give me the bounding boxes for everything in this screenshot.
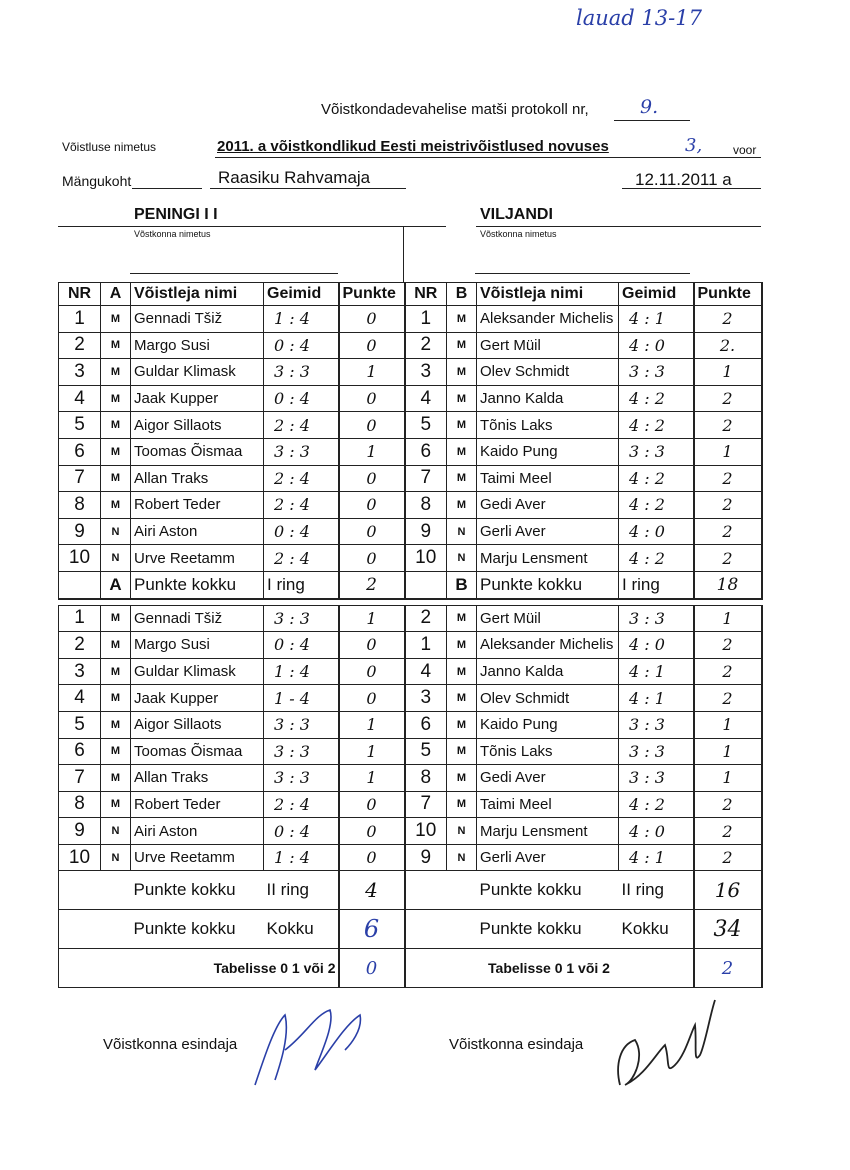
player-b-games: 4 : 0 [619, 632, 694, 659]
player-b-games: 4 : 0 [619, 332, 694, 359]
player-a-gender: M [101, 465, 131, 492]
ring-1-b-label: Punkte kokku [477, 571, 619, 598]
player-b-points: 2 [694, 844, 762, 871]
ring-1-a-ring: I ring [264, 571, 339, 598]
signature-a [245, 995, 375, 1095]
player-a-games: 3 : 3 [264, 359, 339, 386]
player-b-gender: N [447, 844, 477, 871]
player-b-games: 3 : 3 [619, 738, 694, 765]
player-a-points: 0 [339, 545, 405, 572]
player-a-name: Jaak Kupper [131, 385, 264, 412]
player-b-games: 4 : 0 [619, 818, 694, 845]
player-b-gender: M [447, 738, 477, 765]
player-a-games: 3 : 3 [264, 765, 339, 792]
player-a-gender: M [101, 791, 131, 818]
player-b-number: 4 [405, 658, 447, 685]
player-b-points: 1 [694, 605, 762, 632]
player-a-number: 2 [59, 632, 101, 659]
player-b-gender: M [447, 438, 477, 465]
player-a-number: 10 [59, 844, 101, 871]
player-a-games: 0 : 4 [264, 518, 339, 545]
player-b-games: 4 : 1 [619, 658, 694, 685]
player-a-gender: M [101, 438, 131, 465]
player-b-gender: M [447, 306, 477, 333]
player-b-gender: N [447, 545, 477, 572]
player-a-name: Margo Susi [131, 332, 264, 359]
player-a-gender: M [101, 605, 131, 632]
player-b-number: 6 [405, 711, 447, 738]
player-b-number: 5 [405, 738, 447, 765]
player-a-games: 1 : 4 [264, 306, 339, 333]
player-b-points: 2 [694, 465, 762, 492]
venue-name: Raasiku Rahvamaja [218, 168, 371, 187]
player-a-gender: M [101, 658, 131, 685]
player-b-name: Gedi Aver [477, 492, 619, 519]
ring-2-row [59, 844, 762, 871]
ring-2-a-label: Punkte kokku [131, 871, 264, 910]
player-b-name: Tõnis Laks [477, 738, 619, 765]
player-b-games: 4 : 2 [619, 412, 694, 439]
player-b-games: 4 : 2 [619, 791, 694, 818]
player-a-number: 3 [59, 658, 101, 685]
ring-1-b-points: 18 [694, 571, 762, 598]
round-suffix: voor [733, 143, 757, 157]
player-b-games: 3 : 3 [619, 359, 694, 386]
player-b-number: 3 [405, 685, 447, 712]
player-a-points: 0 [339, 306, 405, 333]
table-points-a: 0 [339, 949, 405, 988]
player-a-number: 7 [59, 765, 101, 792]
player-a-points: 1 [339, 711, 405, 738]
col-a: A [101, 283, 131, 306]
player-b-name: Gerli Aver [477, 518, 619, 545]
player-a-games: 2 : 4 [264, 545, 339, 572]
player-b-name: Gert Müil [477, 605, 619, 632]
player-a-points: 0 [339, 518, 405, 545]
col-b: B [447, 283, 477, 306]
ring-2-a-ring: II ring [264, 871, 339, 910]
player-b-gender: M [447, 711, 477, 738]
ring-2-rows [59, 605, 762, 871]
player-a-games: 1 - 4 [264, 685, 339, 712]
player-b-gender: M [447, 658, 477, 685]
player-a-points: 0 [339, 465, 405, 492]
table-header [59, 283, 762, 306]
player-a-number: 8 [59, 492, 101, 519]
competition-label: Võistluse nimetus [62, 140, 157, 154]
player-b-gender: M [447, 791, 477, 818]
player-b-points: 1 [694, 765, 762, 792]
player-a-points: 0 [339, 412, 405, 439]
player-b-points: 2 [694, 545, 762, 572]
player-a-points: 0 [339, 818, 405, 845]
player-a-points: 0 [339, 632, 405, 659]
player-b-number: 7 [405, 465, 447, 492]
player-a-points: 0 [339, 844, 405, 871]
player-b-name: Taimi Meel [477, 791, 619, 818]
player-b-games: 4 : 2 [619, 545, 694, 572]
team-b-sublabel: Võstkonna nimetus [480, 229, 557, 239]
player-b-points: 1 [694, 359, 762, 386]
player-a-gender: N [101, 518, 131, 545]
player-b-name: Aleksander Michelis [477, 632, 619, 659]
player-a-name: Airi Aston [131, 518, 264, 545]
ring-1-row [59, 412, 762, 439]
player-a-points: 0 [339, 332, 405, 359]
player-a-name: Margo Susi [131, 632, 264, 659]
player-b-games: 3 : 3 [619, 765, 694, 792]
player-b-points: 1 [694, 738, 762, 765]
player-a-gender: M [101, 738, 131, 765]
player-b-points: 2 [694, 518, 762, 545]
player-b-points: 2 [694, 632, 762, 659]
player-a-name: Guldar Klimask [131, 359, 264, 386]
player-a-number: 3 [59, 359, 101, 386]
player-b-name: Olev Schmidt [477, 685, 619, 712]
player-b-name: Aleksander Michelis [477, 306, 619, 333]
player-a-name: Gennadi Tšiž [131, 605, 264, 632]
ring-1-row [59, 332, 762, 359]
ring-2-b-ring: II ring [619, 871, 694, 910]
player-b-number: 6 [405, 438, 447, 465]
team-b-name: VILJANDI [480, 206, 553, 223]
grand-a-word: Kokku [264, 910, 339, 949]
player-a-name: Guldar Klimask [131, 658, 264, 685]
grand-a-points: 6 [339, 910, 405, 949]
player-a-games: 3 : 3 [264, 738, 339, 765]
player-b-games: 4 : 1 [619, 685, 694, 712]
player-a-number: 6 [59, 738, 101, 765]
player-a-points: 0 [339, 385, 405, 412]
player-a-number: 1 [59, 605, 101, 632]
score-table [58, 282, 763, 988]
ring-2-b-points: 16 [694, 871, 762, 910]
player-b-number: 9 [405, 518, 447, 545]
match-date: 12.11.2011 a [635, 170, 732, 189]
player-a-games: 0 : 4 [264, 632, 339, 659]
player-b-gender: M [447, 332, 477, 359]
player-a-name: Urve Reetamm [131, 545, 264, 572]
ring-2-row [59, 711, 762, 738]
corner-note: lauad 13-17 [576, 6, 702, 30]
player-b-name: Marju Lensment [477, 818, 619, 845]
representative-a-label: Võistkonna esindaja [103, 1036, 238, 1053]
ring-1-row [59, 465, 762, 492]
player-b-gender: M [447, 605, 477, 632]
protocol-number: 9. [640, 96, 659, 118]
team-a-sublabel: Võstkonna nimetus [134, 229, 211, 239]
player-b-games: 3 : 3 [619, 605, 694, 632]
player-a-games: 2 : 4 [264, 412, 339, 439]
player-b-gender: M [447, 632, 477, 659]
representative-b-label: Võistkonna esindaja [449, 1036, 584, 1053]
player-a-name: Allan Traks [131, 765, 264, 792]
grand-b-label: Punkte kokku [477, 910, 619, 949]
player-a-number: 9 [59, 518, 101, 545]
ring-1-b-letter: B [447, 571, 477, 598]
col-player-a: Võistleja nimi [131, 283, 264, 306]
player-a-name: Toomas Õismaa [131, 438, 264, 465]
player-a-number: 10 [59, 545, 101, 572]
player-b-points: 1 [694, 438, 762, 465]
player-a-games: 0 : 4 [264, 818, 339, 845]
player-a-gender: N [101, 844, 131, 871]
ring-1-rows [59, 306, 762, 572]
player-a-number: 5 [59, 711, 101, 738]
ring-1-a-points: 2 [339, 571, 405, 598]
ring-2-total-row [59, 871, 762, 910]
player-a-games: 0 : 4 [264, 385, 339, 412]
col-player-b: Võistleja nimi [477, 283, 619, 306]
player-b-games: 4 : 2 [619, 385, 694, 412]
player-a-games: 2 : 4 [264, 465, 339, 492]
player-a-games: 2 : 4 [264, 791, 339, 818]
player-b-name: Gert Müil [477, 332, 619, 359]
col-points-b: Punkte [694, 283, 762, 306]
player-b-number: 7 [405, 791, 447, 818]
player-b-number: 10 [405, 545, 447, 572]
player-b-name: Kaido Pung [477, 711, 619, 738]
table-points-a-label: Tabelisse 0 1 või 2 [59, 949, 339, 988]
player-a-points: 0 [339, 658, 405, 685]
round-number: 3, [685, 135, 703, 156]
player-a-gender: M [101, 332, 131, 359]
player-a-number: 2 [59, 332, 101, 359]
player-b-number: 10 [405, 818, 447, 845]
player-b-points: 2 [694, 791, 762, 818]
player-b-points: 2 [694, 492, 762, 519]
player-b-gender: M [447, 412, 477, 439]
player-a-gender: M [101, 359, 131, 386]
player-a-points: 1 [339, 738, 405, 765]
player-b-gender: M [447, 685, 477, 712]
ring-2-row [59, 738, 762, 765]
player-a-name: Aigor Sillaots [131, 711, 264, 738]
player-a-gender: M [101, 412, 131, 439]
ring-1-row [59, 385, 762, 412]
player-b-name: Olev Schmidt [477, 359, 619, 386]
ring-2-a-points: 4 [339, 871, 405, 910]
player-a-gender: N [101, 818, 131, 845]
player-a-number: 4 [59, 385, 101, 412]
ring-1-b-ring: I ring [619, 571, 694, 598]
player-a-number: 7 [59, 465, 101, 492]
player-b-points: 2 [694, 306, 762, 333]
team-divider [403, 226, 404, 282]
signature-b [605, 985, 735, 1105]
player-a-points: 1 [339, 359, 405, 386]
ring-1-a-letter: A [101, 571, 131, 598]
player-a-gender: M [101, 492, 131, 519]
player-a-name: Urve Reetamm [131, 844, 264, 871]
ring-2-row [59, 605, 762, 632]
player-a-games: 1 : 4 [264, 844, 339, 871]
player-a-points: 1 [339, 438, 405, 465]
player-b-games: 4 : 0 [619, 518, 694, 545]
player-b-points: 2 [694, 385, 762, 412]
player-b-games: 4 : 1 [619, 306, 694, 333]
player-a-gender: M [101, 632, 131, 659]
ring-1-row [59, 492, 762, 519]
player-b-gender: M [447, 465, 477, 492]
ring-2-row [59, 685, 762, 712]
player-a-name: Jaak Kupper [131, 685, 264, 712]
ring-2-row [59, 632, 762, 659]
player-b-name: Gerli Aver [477, 844, 619, 871]
grand-total-row [59, 910, 762, 949]
player-b-name: Tõnis Laks [477, 412, 619, 439]
player-a-number: 9 [59, 818, 101, 845]
player-b-name: Taimi Meel [477, 465, 619, 492]
player-b-number: 8 [405, 492, 447, 519]
player-a-gender: M [101, 306, 131, 333]
player-b-number: 5 [405, 412, 447, 439]
table-points-b: 2 [694, 949, 762, 988]
ring-1-row [59, 518, 762, 545]
player-b-games: 4 : 2 [619, 465, 694, 492]
player-b-points: 2 [694, 818, 762, 845]
player-b-number: 1 [405, 632, 447, 659]
player-a-number: 1 [59, 306, 101, 333]
player-b-games: 3 : 3 [619, 438, 694, 465]
player-b-points: 2 [694, 412, 762, 439]
table-points-row [59, 949, 762, 988]
player-b-number: 1 [405, 306, 447, 333]
player-a-games: 3 : 3 [264, 711, 339, 738]
protocol-label: Võistkondadevahelise matši protokoll nr, [321, 101, 589, 118]
ring-1-row [59, 306, 762, 333]
ring-1-total-row [59, 571, 762, 598]
player-a-points: 1 [339, 605, 405, 632]
grand-b-points: 34 [694, 910, 762, 949]
player-a-gender: M [101, 711, 131, 738]
player-b-points: 1 [694, 711, 762, 738]
player-a-gender: M [101, 685, 131, 712]
player-b-gender: M [447, 492, 477, 519]
ring-1-row [59, 359, 762, 386]
grand-b-word: Kokku [619, 910, 694, 949]
table-points-b-label: Tabelisse 0 1 või 2 [405, 949, 694, 988]
player-b-number: 2 [405, 332, 447, 359]
player-b-games: 3 : 3 [619, 711, 694, 738]
col-nr-a: NR [59, 283, 101, 306]
player-b-gender: M [447, 765, 477, 792]
ring-2-row [59, 791, 762, 818]
player-a-games: 3 : 3 [264, 605, 339, 632]
player-a-games: 2 : 4 [264, 492, 339, 519]
player-b-points: 2. [694, 332, 762, 359]
ring-1-row [59, 438, 762, 465]
player-b-number: 8 [405, 765, 447, 792]
ring-1-row [59, 545, 762, 572]
player-a-number: 4 [59, 685, 101, 712]
team-a-name: PENINGI I I [134, 206, 218, 223]
player-b-name: Kaido Pung [477, 438, 619, 465]
ring-2-row [59, 765, 762, 792]
player-a-name: Aigor Sillaots [131, 412, 264, 439]
player-b-name: Gedi Aver [477, 765, 619, 792]
col-games-a: Geimid [264, 283, 339, 306]
player-a-points: 1 [339, 765, 405, 792]
player-b-name: Janno Kalda [477, 385, 619, 412]
player-b-number: 3 [405, 359, 447, 386]
ring-1-a-label: Punkte kokku [131, 571, 264, 598]
player-a-name: Airi Aston [131, 818, 264, 845]
player-a-points: 0 [339, 685, 405, 712]
player-b-gender: N [447, 518, 477, 545]
player-a-points: 0 [339, 791, 405, 818]
player-b-gender: M [447, 385, 477, 412]
player-a-name: Toomas Õismaa [131, 738, 264, 765]
player-a-name: Robert Teder [131, 791, 264, 818]
player-a-number: 6 [59, 438, 101, 465]
player-a-number: 5 [59, 412, 101, 439]
player-a-name: Robert Teder [131, 492, 264, 519]
player-b-name: Janno Kalda [477, 658, 619, 685]
player-b-name: Marju Lensment [477, 545, 619, 572]
ring-2-row [59, 818, 762, 845]
player-b-number: 9 [405, 844, 447, 871]
player-b-number: 2 [405, 605, 447, 632]
player-a-points: 0 [339, 492, 405, 519]
player-a-name: Gennadi Tšiž [131, 306, 264, 333]
player-b-gender: M [447, 359, 477, 386]
player-b-points: 2 [694, 658, 762, 685]
player-a-games: 0 : 4 [264, 332, 339, 359]
player-b-gender: N [447, 818, 477, 845]
player-b-points: 2 [694, 685, 762, 712]
player-a-name: Allan Traks [131, 465, 264, 492]
player-a-number: 8 [59, 791, 101, 818]
player-b-games: 4 : 2 [619, 492, 694, 519]
competition-name: 2011. a võistkondlikud Eesti meistrivõistlused novuses [217, 138, 609, 155]
player-a-gender: N [101, 545, 131, 572]
ring-2-b-label: Punkte kokku [477, 871, 619, 910]
ring-2-row [59, 658, 762, 685]
grand-a-label: Punkte kokku [131, 910, 264, 949]
col-points-a: Punkte [339, 283, 405, 306]
player-a-games: 1 : 4 [264, 658, 339, 685]
player-a-gender: M [101, 765, 131, 792]
player-a-games: 3 : 3 [264, 438, 339, 465]
col-nr-b: NR [405, 283, 447, 306]
player-a-gender: M [101, 385, 131, 412]
col-games-b: Geimid [619, 283, 694, 306]
player-b-games: 4 : 1 [619, 844, 694, 871]
venue-label: Mängukoht [62, 173, 132, 189]
player-b-number: 4 [405, 385, 447, 412]
